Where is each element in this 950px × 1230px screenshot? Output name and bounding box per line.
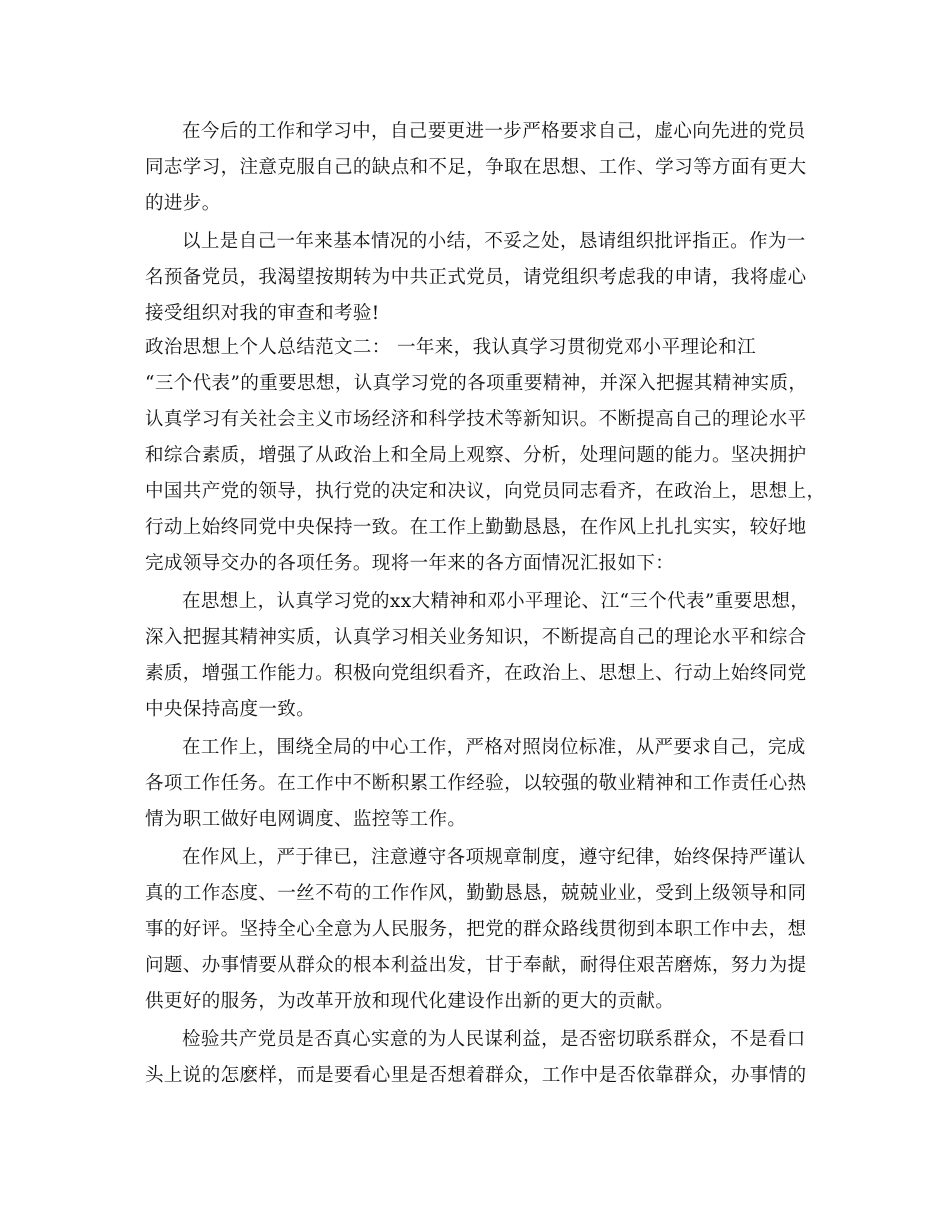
text-line: 接受组织对我的审查和考验! [145, 303, 380, 324]
text-line: 深入把握其精神实质，认真学习相关业务知识，不断提高自己的理论水平和综合 [145, 627, 807, 648]
text-line: 名预备党员，我渴望按期转为中共正式党员，请党组织考虑我的申请，我将虚心 [145, 267, 807, 288]
text-line: 在作风上，严于律已，注意遵守各项规章制度，遵守纪律，始终保持严谨认 [182, 847, 806, 868]
text-line: 检验共产党员是否真心实意的为人民谋利益，是否密切联系群众，不是看口 [182, 1029, 806, 1050]
text-line: 情为职工做好电网调度、监控等工作。 [145, 809, 467, 830]
text-line: 完成领导交办的各项任务。现将一年来的各方面情况汇报如下： [145, 553, 675, 574]
text-line: 中国共产党的领导，执行党的决定和决议，向党员同志看齐，在政治上，思想上， [145, 481, 826, 502]
text-line: 头上说的怎麽样，而是要看心里是否想着群众，工作中是否依靠群众，办事情的 [145, 1065, 807, 1086]
text-line: 在工作上，围绕全局的中心工作，严格对照岗位标准，从严要求自己，完成 [182, 737, 806, 758]
text-line: 在思想上，认真学习党的xx大精神和邓小平理论、江“三个代表”重要思想， [182, 591, 810, 612]
text-line: 在今后的工作和学习中，自己要更进一步严格要求自己，虚心向先进的党员 [182, 121, 806, 142]
text-line: 真的工作态度、一丝不苟的工作作风，勤勤恳恳，兢兢业业，受到上级领导和同 [145, 883, 807, 904]
text-line: 和综合素质，增强了从政治上和全局上观察、分析，处理问题的能力。坚决拥护 [145, 445, 807, 466]
text-line: 事的好评。坚持全心全意为人民服务，把党的群众路线贯彻到本职工作中去，想 [145, 919, 807, 940]
text-line: 政治思想上个人总结范文二： 一年来，我认真学习贯彻党邓小平理论和江 [145, 337, 757, 358]
text-line: 的进步。 [145, 193, 221, 214]
text-line: 供更好的服务，为改革开放和现代化建设作出新的更大的贡献。 [145, 991, 675, 1012]
text-line: “三个代表”的重要思想，认真学习党的各项重要精神，并深入把握其精神实质， [145, 373, 808, 394]
text-line: 行动上始终同党中央保持一致。在工作上勤勤恳恳，在作风上扎扎实实，较好地 [145, 517, 807, 538]
text-line: 认真学习有关社会主义市场经济和科学技术等新知识。不断提高自己的理论水平 [145, 409, 807, 430]
text-line: 同志学习，注意克服自己的缺点和不足，争取在思想、工作、学习等方面有更大 [145, 157, 807, 178]
text-line: 以上是自己一年来基本情况的小结，不妥之处，恳请组织批评指正。作为一 [182, 231, 806, 252]
text-line: 中央保持高度一致。 [145, 699, 316, 720]
text-line: 素质，增强工作能力。积极向党组织看齐，在政治上、思想上、行动上始终同党 [145, 663, 807, 684]
text-line: 各项工作任务。在工作中不断积累工作经验，以较强的敬业精神和工作责任心热 [145, 773, 807, 794]
text-line: 问题、办事情要从群众的根本利益出发，甘于奉献，耐得住艰苦磨炼，努力为提 [145, 955, 807, 976]
